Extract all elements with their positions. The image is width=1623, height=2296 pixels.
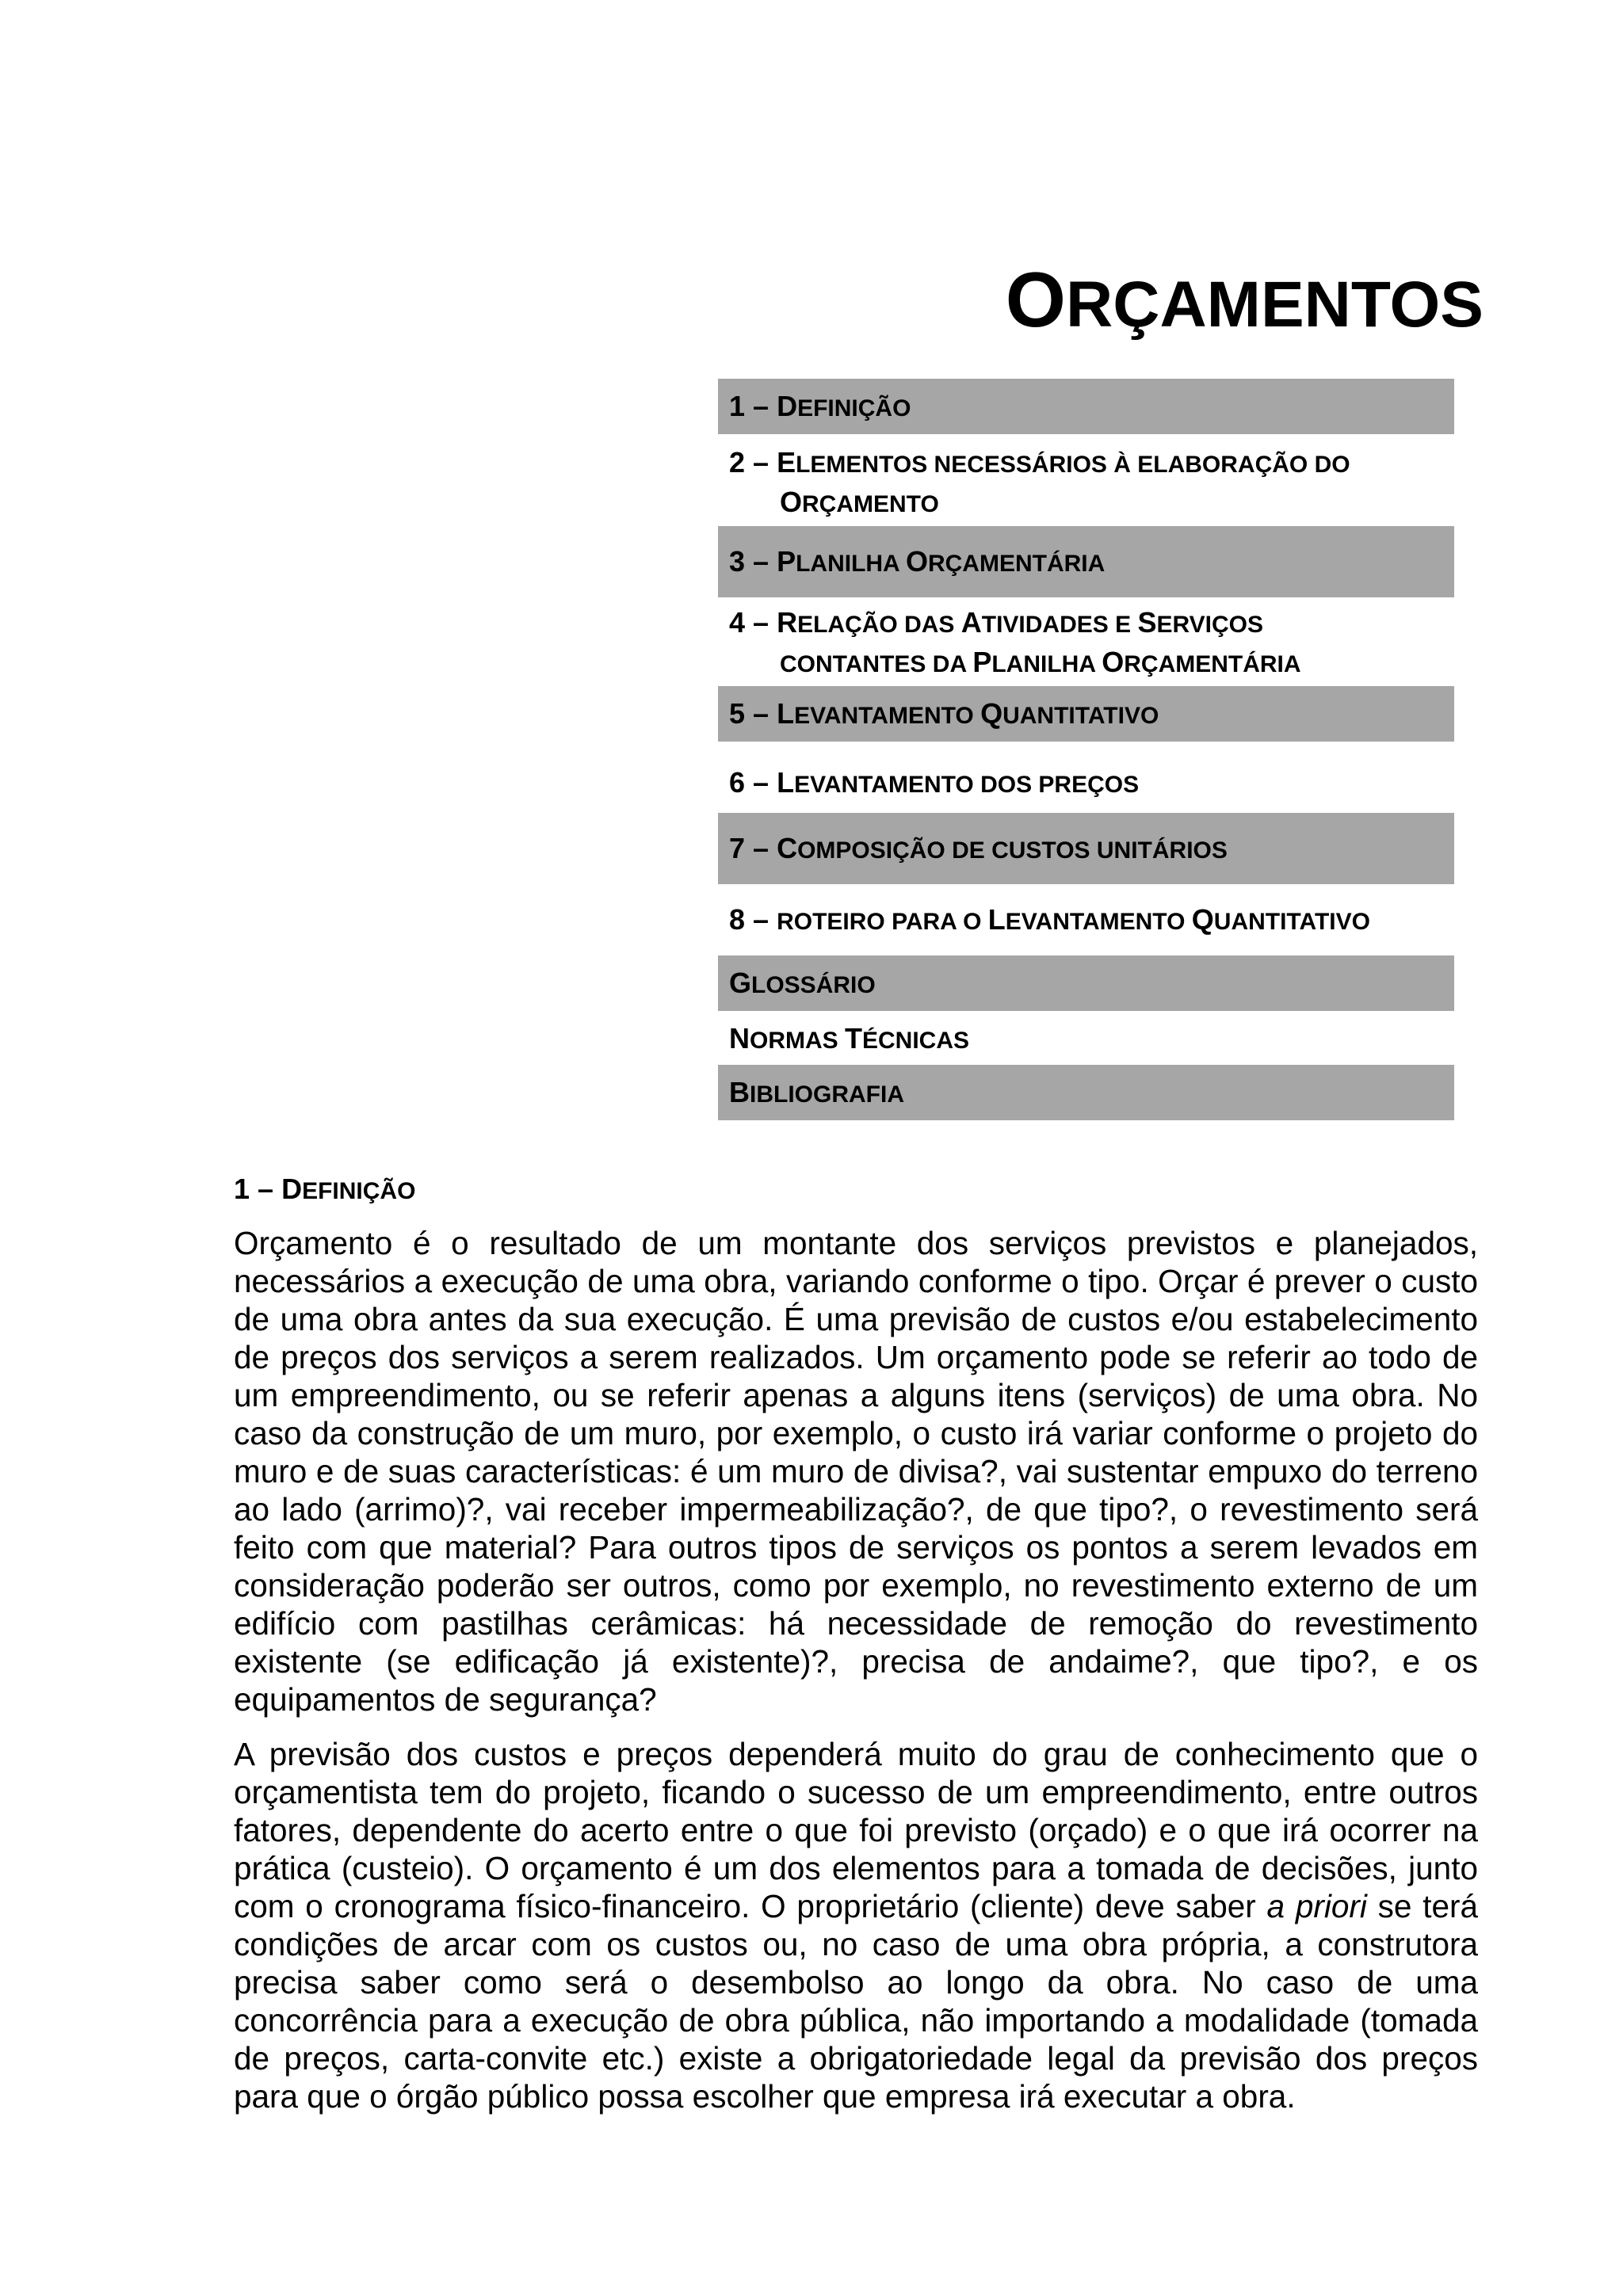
toc-item-glossario: GLOSSÁRIO [718,955,1454,1011]
toc-item-3: 3 – PLANILHA ORÇAMENTÁRIA [718,526,1454,597]
toc-item-7: 7 – COMPOSIÇÃO DE CUSTOS UNITÁRIOS [718,813,1454,884]
toc-item-bibliografia: BIBLIOGRAFIA [718,1065,1454,1120]
emphasis-a-priori: a priori [1266,1888,1367,1924]
page-title: ORÇAMENTOS [1005,256,1484,343]
section-heading: 1 – DEFINIÇÃO [234,1173,416,1205]
toc-item-4: 4 – RELAÇÃO DAS ATIVIDADES E SERVIÇOS CONTANTES DA PLANILHA ORÇAMENTÁRIA [729,606,1301,678]
paragraph-1: Orçamento é o resultado de um montante dos serviços previstos e planejados, necessários a execução de uma obra, variando conforme o tipo. Orçar é prever o custo de uma obra antes da sua execução. É uma previsão de custos e/ou estabelecimento de preços dos serviços a serem realizados. Um orçamento pode se referir ao todo de um empreendimento, ou se referir apenas a alguns itens (serviços) de uma obra. No caso da construção de um muro, por exemplo, o custo irá variar conforme o projeto do muro e de suas características: é um muro de divisa?, vai sustentar empuxo do terreno ao lado (arrimo)?, vai receber impermeabilização?, de que tipo?, o revestimento será feito com que material? Para outros tipos de serviços os pontos a serem levados em consideração poderão ser outros, como por exemplo, no revestimento externo de um edifício com pastilhas cerâmicas: há necessidade de remoção do revestimento existente (se edificação já existente)?, precisa de andaime?, que tipo?, e os equipamentos de segurança? [234,1225,1478,1718]
toc-item-5: 5 – LEVANTAMENTO QUANTITATIVO [718,686,1454,742]
toc-item-normas: NORMAS TÉCNICAS [729,1022,970,1055]
toc-item-1: 1 – DEFINIÇÃO [718,379,1454,434]
toc-item-2: 2 – ELEMENTOS NECESSÁRIOS À ELABORAÇÃO DO ORÇAMENTO [729,446,1350,518]
toc-item-6: 6 – LEVANTAMENTO DOS PREÇOS [729,766,1140,799]
paragraph-2: A previsão dos custos e preços dependerá muito do grau de conhecimento que o orçamentista tem do projeto, ficando o sucesso de um empreendimento, entre outros fatores, dependente do acerto entre o que foi previsto (orçado) e o que irá ocorrer na prática (custeio). O orçamento é um dos elementos para a tomada de decisões, junto com o cronograma físico-financeiro. O proprietário (cliente) deve saber a priori se terá condições de arcar com os custos ou, no caso de uma obra própria, a construtora precisa saber como será o desembolso ao longo da obra. No caso de uma concorrência para a execução de obra pública, não importando a modalidade (tomada de preços, carta-convite etc.) existe a obrigatoriedade legal da previsão dos preços para que o órgão público possa escolher que empresa irá executar a obra. [234,1736,1478,2115]
toc-item-8: 8 – ROTEIRO PARA O LEVANTAMENTO QUANTITATIVO [729,903,1370,936]
